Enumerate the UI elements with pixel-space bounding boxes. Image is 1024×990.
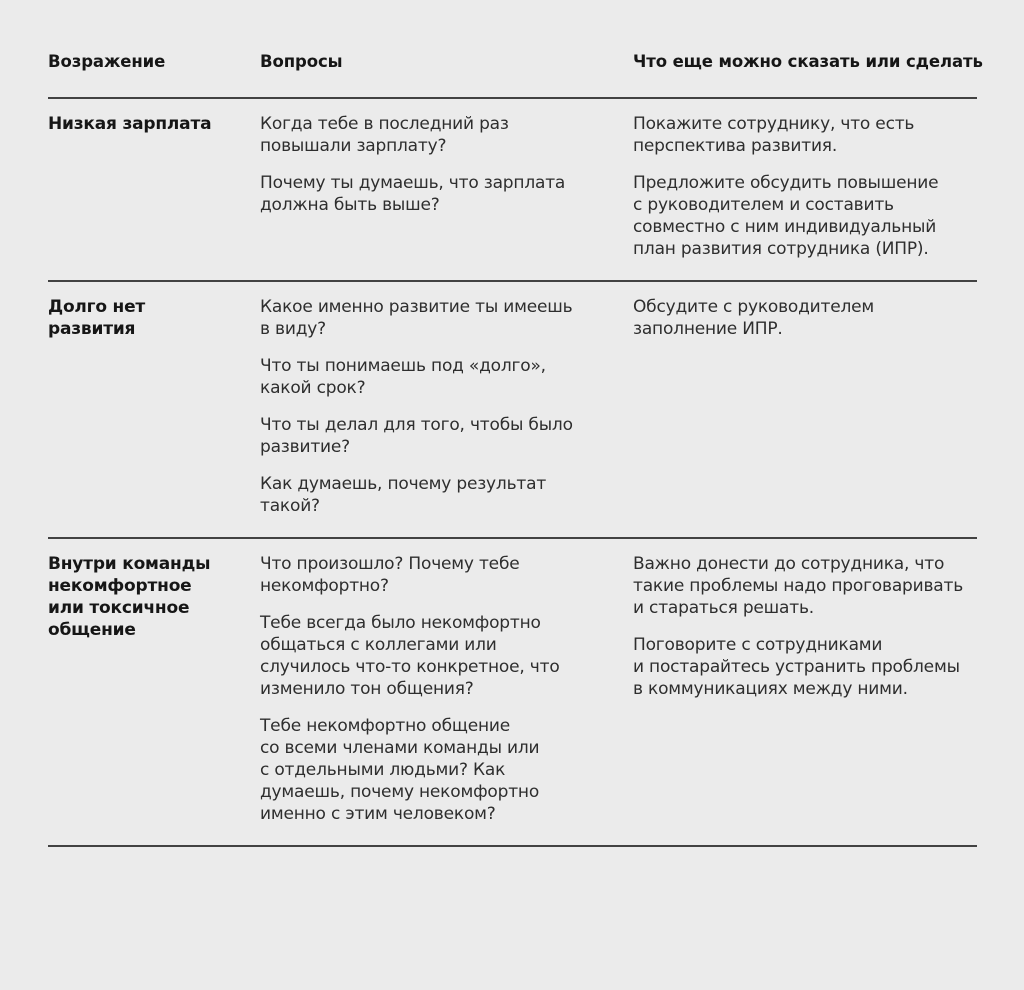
question-paragraph: Что произошло? Почему тебе некомфортно? [260,554,520,596]
question-paragraph: Когда тебе в последний раз повышали зарплату? [260,114,509,156]
objection-cell: Внутри команды некомфортное или токсичное общение [48,554,211,640]
actions-cell [633,539,977,845]
objection-cell: Долго нет развития [48,297,146,339]
action-paragraph: Предложите обсудить повышение с руководителем и составить совместно с ним индивидуальный план развития сотрудника (ИПР). [633,173,939,259]
column-header-objection: Возражение [48,52,166,71]
question-paragraph: Что ты делал для того, чтобы было развитие? [260,415,573,457]
column-header-questions: Вопросы [260,52,343,71]
table-row [48,99,977,282]
objection-cell: Низкая зарплата [48,114,212,134]
table-body [48,99,977,847]
table-row [48,282,977,539]
questions-cell [260,99,633,280]
action-paragraph: Важно донести до сотрудника, что такие проблемы надо проговаривать и стараться решать. [633,554,964,618]
question-paragraph: Почему ты думаешь, что зарплата должна быть выше? [260,173,566,215]
action-paragraph: Поговорите с сотрудниками и постарайтесь устранить проблемы в коммуникациях между ними. [633,635,960,699]
table-row [48,539,977,847]
questions-cell [260,539,633,845]
question-paragraph: Тебе всегда было некомфортно общаться с коллегами или случилось что-то конкретное, что изменило тон общения? [260,613,560,699]
actions-cell [633,282,977,537]
column-header-actions: Что еще можно сказать или сделать [633,52,983,71]
objections-table [48,51,983,847]
action-paragraph: Покажите сотруднику, что есть перспектива развития. [633,114,915,156]
question-paragraph: Как думаешь, почему результат такой? [260,474,547,516]
action-paragraph: Обсудите с руководителем заполнение ИПР. [633,297,875,339]
table-header-row [48,51,983,99]
question-paragraph: Тебе некомфортно общение со всеми членами команды или с отдельными людьми? Как думаешь, почему некомфортно именно с этим человеком? [260,716,540,824]
actions-cell [633,99,977,280]
question-paragraph: Какое именно развитие ты имеешь в виду? [260,297,573,339]
question-paragraph: Что ты понимаешь под «долго», какой срок? [260,356,546,398]
questions-cell [260,282,633,537]
